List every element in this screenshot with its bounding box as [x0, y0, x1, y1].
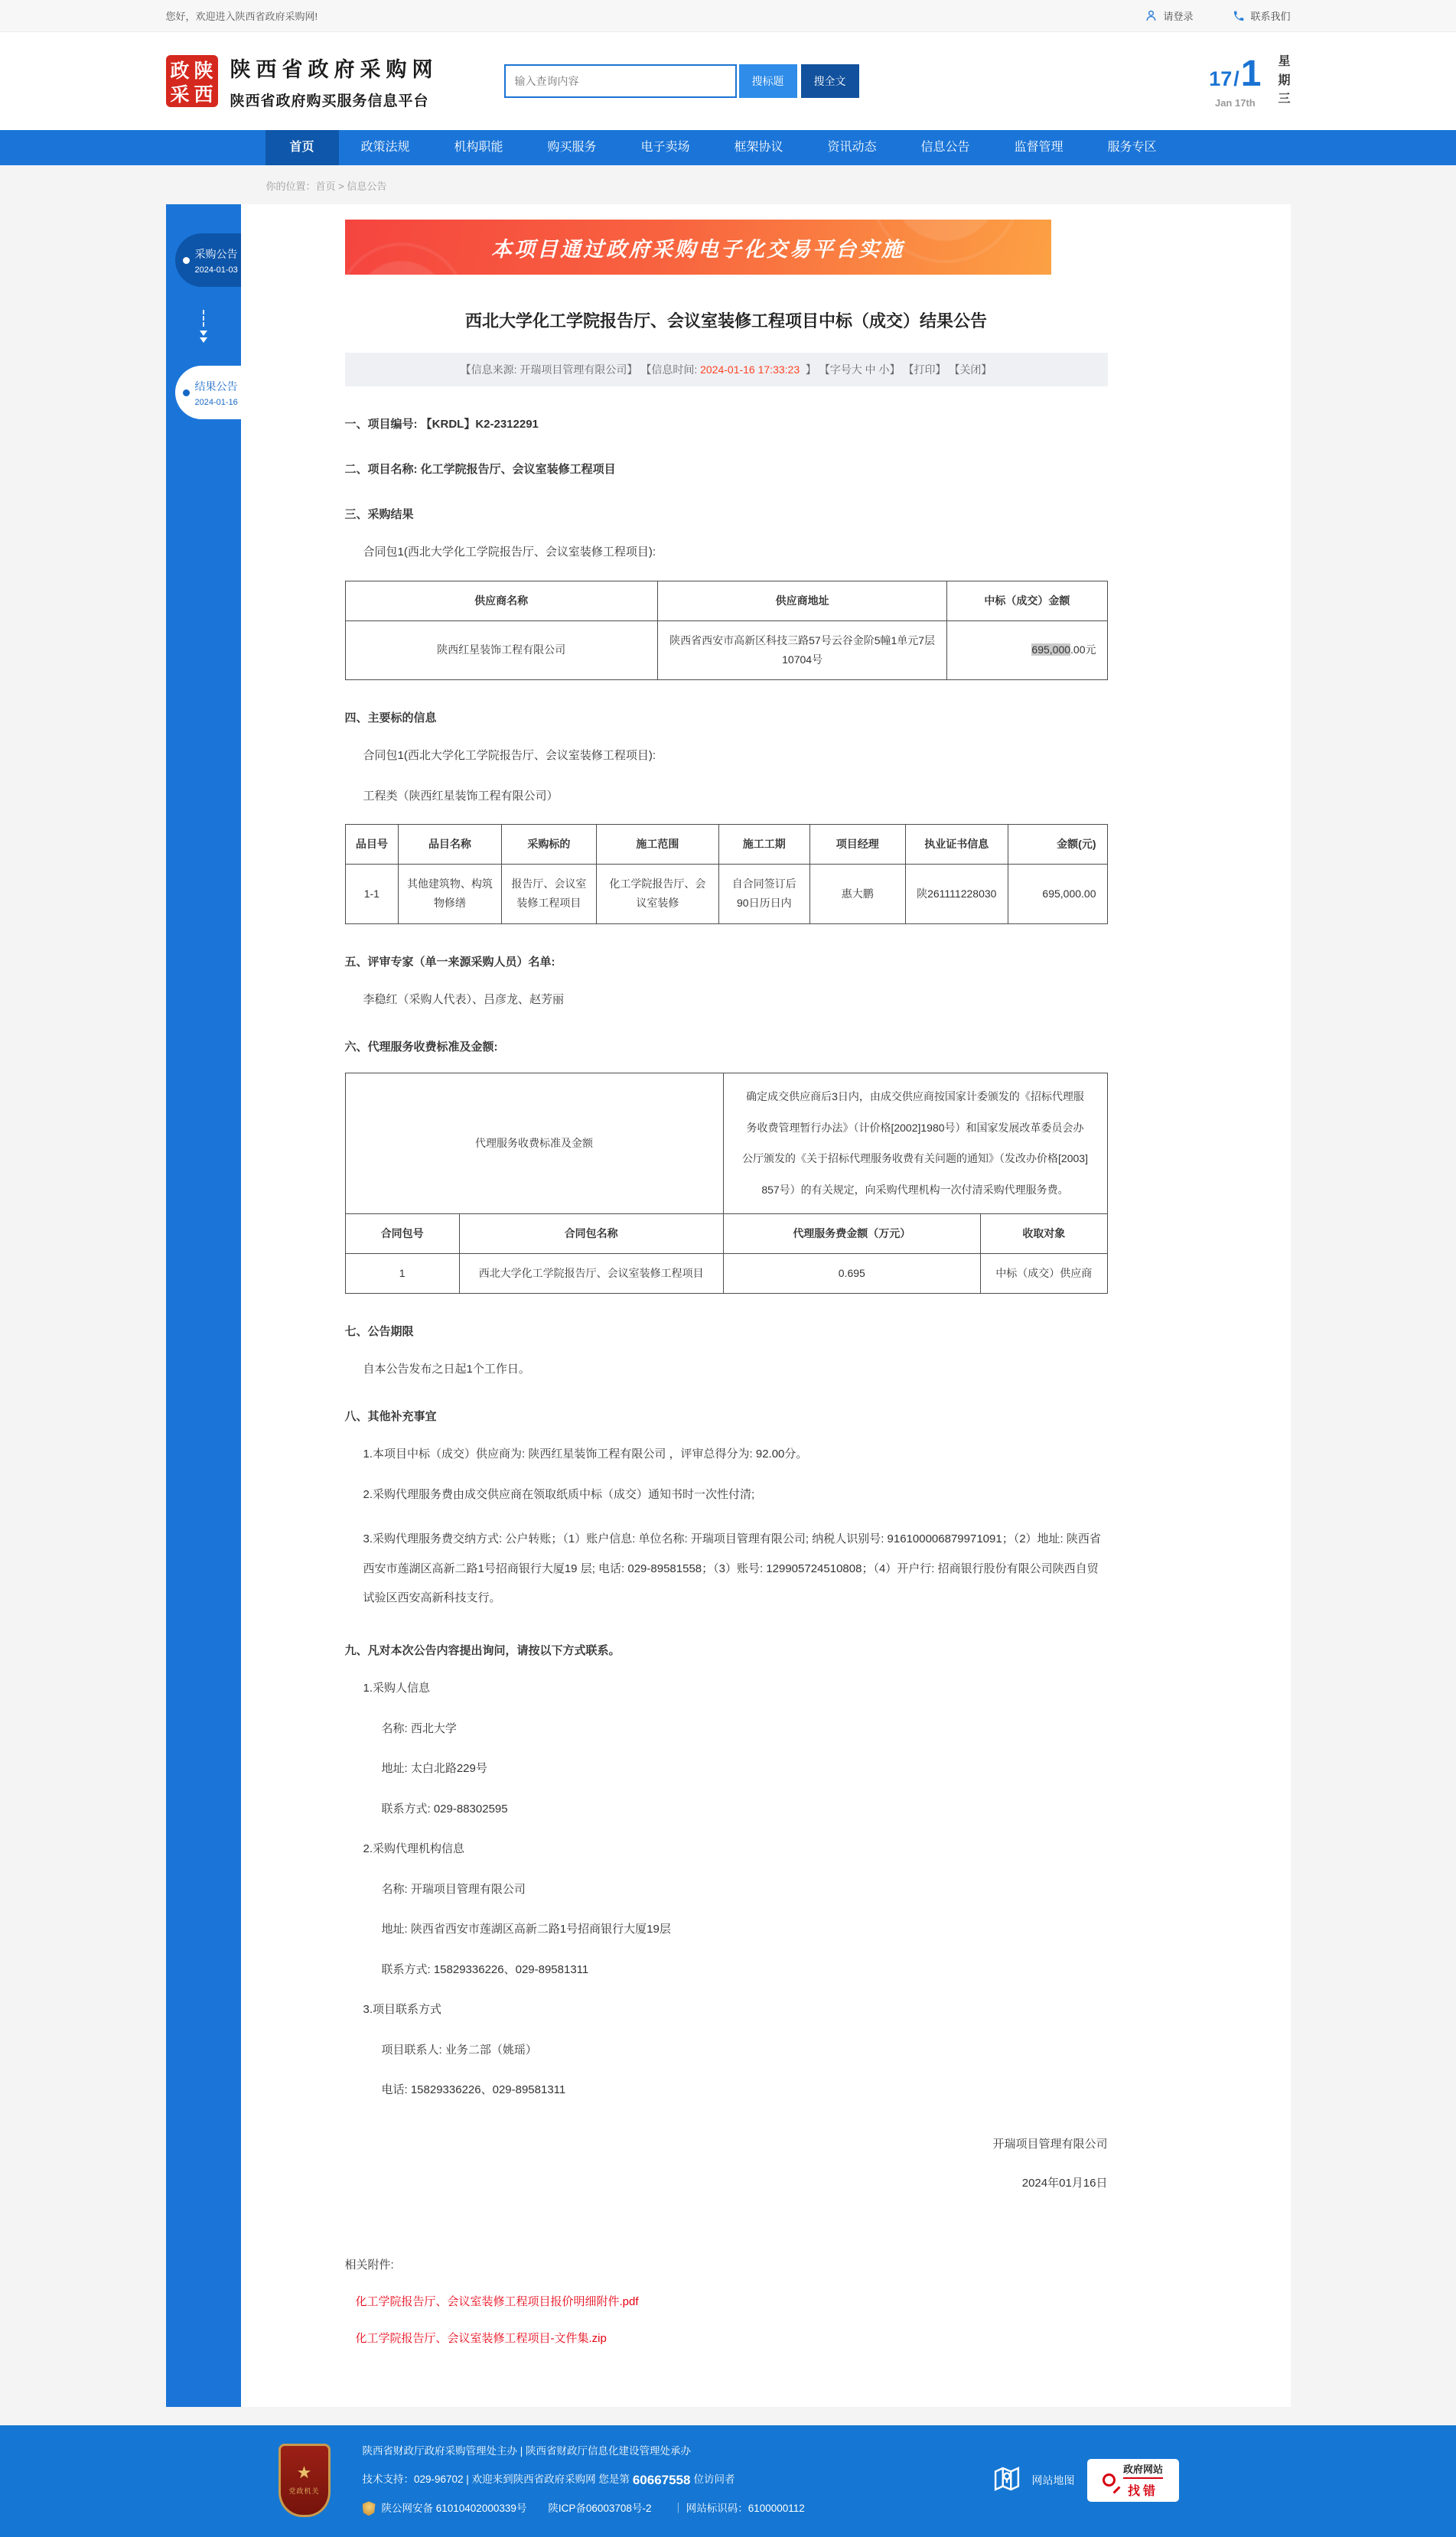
error-report-badge[interactable]	[1087, 2459, 1179, 2502]
nav-item-e-marketplace[interactable]: 电子卖场	[640, 141, 690, 154]
search-fulltext-button[interactable]: 搜全文	[801, 64, 859, 98]
table-row	[345, 1073, 1107, 1213]
welcome-text: 您好，欢迎进入陕西省政府采购网!	[165, 11, 318, 22]
breadcrumb-prefix: 你的位置：	[265, 181, 316, 192]
nav-item-home[interactable]: 首页	[265, 130, 339, 165]
section-9-heading: 九、凡对本次公告内容提出询问，请按以下方式联系。	[344, 1644, 621, 1658]
section-4-heading: 四、主要标的信息	[344, 712, 437, 725]
site-header	[0, 32, 1456, 130]
weekday-char: 三	[1278, 93, 1291, 106]
sidebar-item-title: 采购公告	[194, 247, 238, 260]
fee-amount-cell: 0.695	[723, 1253, 981, 1293]
date-slash: /	[1233, 67, 1239, 91]
date-widget	[1209, 53, 1290, 109]
contact-group-title: 3.项目联系方式	[363, 2003, 442, 2017]
contact-line: 地址: 太白北路229号	[381, 1762, 487, 1776]
package-name-cell: 西北大学化工学院报告厅、会议室装修工程项目	[459, 1253, 723, 1293]
footer-organizer-line: 陕西省财政厅政府采购管理处主办 | 陕西省财政厅信息化建设管理处承办	[362, 2444, 692, 2457]
supplier-address-cell: 陕西省西安市高新区科技三路57号云谷金阶5幢1单元7层10704号	[657, 620, 946, 679]
sidebar-item-procurement-notice[interactable]	[175, 233, 241, 287]
site-identification-code: ｜ 网站标识码：6100000112	[673, 2502, 805, 2514]
footer-support-line	[363, 2471, 805, 2490]
contact-line: 联系方式: 15829336226、029-89581311	[381, 1962, 589, 1976]
print-button[interactable]: 【打印】	[903, 363, 949, 376]
table-row	[345, 620, 1107, 679]
security-registration: 陕公网安备 61010402000339号	[381, 2502, 527, 2514]
fee-standard-desc-cell: 确定成交供应商后3日内，由成交供应商按国家计委颁发的《招标代理服务收费管理暂行办法》（计价格[2002]1980号）和国家发展改革委员会办公厅颁发的《关于招标代理服务收费有关问题的通知》（发改办价格[2003] 857号）的有关规定，向采购代理机构一次付清采购代理服务费。	[723, 1073, 1107, 1213]
breadcrumb	[166, 165, 1291, 204]
signoff-block	[345, 2135, 1108, 2190]
search-input[interactable]	[504, 64, 737, 98]
sidebar-item-date: 2024-01-16	[194, 397, 238, 407]
award-amount-cell	[947, 620, 1107, 679]
bullet-dot	[183, 257, 190, 264]
column-header: 施工工期	[718, 825, 810, 865]
sitemap-link[interactable]	[991, 2463, 1075, 2497]
timeline-sidebar	[166, 204, 241, 2407]
font-size-medium-button[interactable]: 中	[862, 363, 876, 376]
badge-find-error-label: 找错	[1127, 2485, 1158, 2499]
contract-package-line: 合同包1(西北大学化工学院报告厅、会议室装修工程项目):	[363, 749, 656, 763]
breadcrumb-home-link[interactable]: 首页	[315, 181, 336, 192]
site-subtitle: 陕西省政府购买服务信息平台	[230, 93, 429, 109]
subject-matter-table	[345, 824, 1108, 924]
user-icon	[1145, 9, 1158, 22]
column-header: 供应商地址	[657, 581, 946, 620]
section-2-heading: 二、项目名称: 化工学院报告厅、会议室装修工程项目	[344, 463, 616, 476]
sitemap-icon	[991, 2463, 1023, 2497]
timeline-arrow-down-icon	[166, 310, 241, 343]
attachment-link-zip[interactable]: 化工学院报告厅、会议室装修工程项目-文件集.zip	[355, 2331, 607, 2345]
section-8-heading: 八、其他补充事宜	[344, 1410, 437, 1424]
top-utility-bar	[0, 0, 1456, 32]
phone-icon	[1233, 10, 1245, 22]
login-label: 请登录	[1163, 11, 1194, 22]
site-title: 陕西省政府采购网	[230, 57, 438, 81]
construction-period-cell: 自合同签订后90日历日内	[718, 865, 810, 923]
meta-time-suffix: 】	[800, 363, 819, 376]
meta-time: 2024-01-16 17:33:23	[700, 363, 800, 376]
table-row	[345, 865, 1107, 923]
signoff-date: 2024年01月16日	[1021, 2176, 1108, 2190]
amount-cell: 695,000.00	[1008, 865, 1108, 923]
experts-list: 李稳红（采购人代表）、吕彦龙、赵芳丽	[363, 992, 565, 1006]
table-row	[345, 1253, 1107, 1293]
article-meta-bar	[345, 353, 1108, 386]
nav-item-policies[interactable]: 政策法规	[360, 141, 410, 154]
nav-item-announcements[interactable]: 信息公告	[920, 141, 970, 154]
supplier-result-table	[345, 581, 1108, 681]
meta-source: 【信息来源: 开瑞项目管理有限公司】	[460, 363, 641, 376]
section-1-heading: 一、项目编号: 【KRDL】K2-2312291	[344, 418, 539, 431]
sidebar-item-title: 结果公告	[194, 379, 238, 392]
nav-item-news[interactable]: 资讯动态	[827, 141, 877, 154]
meta-fontsize-label: 【字号	[819, 363, 852, 376]
article-card	[241, 204, 1291, 2407]
font-size-large-button[interactable]: 大	[851, 363, 862, 376]
section-5-heading: 五、评审专家（单一来源采购人员）名单:	[344, 955, 555, 969]
signoff-company: 开瑞项目管理有限公司	[992, 2137, 1108, 2151]
contact-line: 名称: 西北大学	[381, 1721, 457, 1735]
sidebar-item-date: 2024-01-03	[194, 265, 238, 275]
breadcrumb-separator: >	[335, 181, 347, 192]
date-month: 1	[1240, 54, 1262, 95]
footer-support-suffix: 位访问者	[693, 2473, 735, 2486]
government-emblem-icon	[278, 2444, 331, 2517]
column-header: 收取对象	[981, 1213, 1107, 1253]
logo-char: 采	[170, 83, 190, 106]
contact-us-link[interactable]	[1233, 8, 1290, 23]
contact-line: 电话: 15829336226、029-89581311	[381, 2083, 566, 2097]
sitemap-label: 网站地图	[1031, 2473, 1075, 2487]
column-header: 采购标的	[501, 825, 597, 865]
certificate-cell: 陕261111228030	[905, 865, 1008, 923]
fee-standard-label-cell: 代理服务收费标准及金额	[345, 1073, 723, 1213]
main-navigation	[0, 130, 1456, 165]
contact-line: 地址: 陕西省西安市莲湖区高新二路1号招商银行大厦19层	[381, 1923, 671, 1936]
column-header: 供应商名称	[345, 581, 657, 620]
meta-time-prefix: 【信息时间:	[640, 363, 701, 376]
amount-rest: .00元	[1070, 643, 1096, 656]
nav-item-supervision[interactable]: 监督管理	[1014, 141, 1063, 154]
date-english: Jan 17th	[1214, 97, 1256, 109]
font-size-small-button[interactable]: 小	[875, 363, 890, 376]
column-header: 品目名称	[399, 825, 501, 865]
column-header: 施工范围	[597, 825, 718, 865]
search-title-button[interactable]: 搜标题	[739, 64, 797, 98]
contract-package-line: 合同包1(西北大学化工学院报告厅、会议室装修工程项目):	[363, 546, 656, 559]
agency-fee-table	[345, 1073, 1108, 1294]
bullet-dot	[183, 389, 190, 396]
sidebar-item-result-notice[interactable]	[175, 366, 241, 419]
attachments-section	[345, 2256, 1108, 2346]
column-header: 代理服务费金额（万元）	[723, 1213, 981, 1253]
footer-registration-line	[363, 2501, 805, 2516]
emblem-text: 党政机关	[288, 2487, 320, 2496]
police-badge-icon	[363, 2501, 376, 2516]
site-logo	[166, 55, 218, 107]
contact-group-title: 1.采购人信息	[363, 1682, 431, 1695]
section-6-heading: 六、代理服务收费标准及金额:	[344, 1041, 498, 1054]
item-name-cell: 其他建筑物、构筑物修缮	[399, 865, 501, 923]
nav-item-functions[interactable]: 机构职能	[454, 141, 503, 154]
column-header: 品目号	[345, 825, 399, 865]
meta-fontsize-suffix: 】	[889, 363, 904, 376]
nav-item-framework-agreement[interactable]: 框架协议	[734, 141, 783, 154]
amount-highlight: 695,000	[1031, 643, 1071, 656]
column-header: 金额(元)	[1008, 825, 1108, 865]
supplement-item: 2.采购代理服务费由成交供应商在领取纸质中标（成交）通知书时一次性付清;	[363, 1487, 755, 1501]
column-header: 项目经理	[810, 825, 906, 865]
contact-us-label: 联系我们	[1250, 11, 1291, 22]
attachments-label: 相关附件:	[344, 2258, 394, 2272]
column-header: 合同包名称	[459, 1213, 723, 1253]
contact-line: 项目联系人: 业务二部（姚瑶）	[381, 2043, 537, 2057]
section-7-heading: 七、公告期限	[344, 1324, 414, 1338]
fee-payer-cell: 中标（成交）供应商	[981, 1253, 1107, 1293]
announcement-period-text: 自本公告发布之日起1个工作日。	[363, 1362, 530, 1376]
column-header: 执业证书信息	[905, 825, 1008, 865]
item-no-cell: 1-1	[345, 865, 399, 923]
footer-support-prefix: 技术支持：029-96702 | 欢迎来到陕西省政府采购网 您是第	[362, 2473, 630, 2486]
supplement-item: 1.本项目中标（成交）供应商为: 陕西红星装饰工程有限公司 ，评审总得分为: 92.00分。	[363, 1448, 808, 1461]
section-3-heading: 三、采购结果	[344, 508, 414, 521]
platform-banner: 本项目通过政府采购电子化交易平台实施	[345, 220, 1051, 275]
magnifier-icon	[1103, 2473, 1116, 2487]
badge-gov-site-label: 政府网站	[1123, 2461, 1163, 2479]
column-header: 中标（成交）金额	[947, 581, 1107, 620]
logo-char: 陕	[194, 60, 213, 82]
supplement-item: 3.采购代理服务费交纳方式: 公户转账；（1）账户信息: 单位名称: 开瑞项目管理有限公司; 纳税人识别号: 916100006879971091；（2）地址: 陕西省西安市莲湖区高新二路1号招商银行大厦19 层; 电话: 029-89581558；（3）账号: 129905724510808；（4）开户行: 招商银行股份有限公司陕西自贸试验区西安高新科技支行。	[363, 1532, 1101, 1604]
page-title: 西北大学化工学院报告厅、会议室装修工程项目中标（成交）结果公告	[464, 311, 987, 331]
logo-char: 政	[170, 60, 190, 82]
date-day: 17	[1209, 67, 1233, 91]
construction-scope-cell: 化工学院报告厅、会议室装修	[597, 865, 718, 923]
attachment-link-pdf[interactable]: 化工学院报告厅、会议室装修工程项目报价明细附件.pdf	[355, 2294, 639, 2308]
icp-registration: 陕ICP备06003708号-2	[548, 2502, 652, 2514]
nav-item-service-zone[interactable]: 服务专区	[1107, 141, 1157, 154]
close-button[interactable]: 【关闭】	[949, 363, 992, 376]
breadcrumb-current-link[interactable]: 信息公告	[347, 181, 387, 192]
contact-line: 联系方式: 029-88302595	[381, 1802, 508, 1816]
emblem-star: ★	[296, 2463, 312, 2483]
login-link[interactable]	[1145, 8, 1193, 23]
contact-line: 名称: 开瑞项目管理有限公司	[381, 1882, 526, 1896]
project-type-line: 工程类（陕西红星装饰工程有限公司）	[363, 789, 559, 803]
column-header: 合同包号	[345, 1213, 459, 1253]
logo-char: 西	[194, 83, 213, 106]
site-footer	[0, 2425, 1456, 2537]
visitor-count: 60667558	[632, 2472, 691, 2487]
procurement-subject-cell: 报告厅、会议室装修工程项目	[501, 865, 597, 923]
package-no-cell: 1	[345, 1253, 459, 1293]
weekday-label	[1278, 53, 1290, 109]
supplier-name-cell: 陕西红星装饰工程有限公司	[345, 620, 657, 679]
weekday-char: 期	[1278, 73, 1291, 87]
weekday-char: 星	[1278, 54, 1291, 68]
project-manager-cell: 惠大鹏	[810, 865, 906, 923]
contact-group-title: 2.采购代理机构信息	[363, 1842, 465, 1856]
nav-item-purchase-services[interactable]: 购买服务	[547, 141, 597, 154]
search-bar	[504, 64, 859, 98]
